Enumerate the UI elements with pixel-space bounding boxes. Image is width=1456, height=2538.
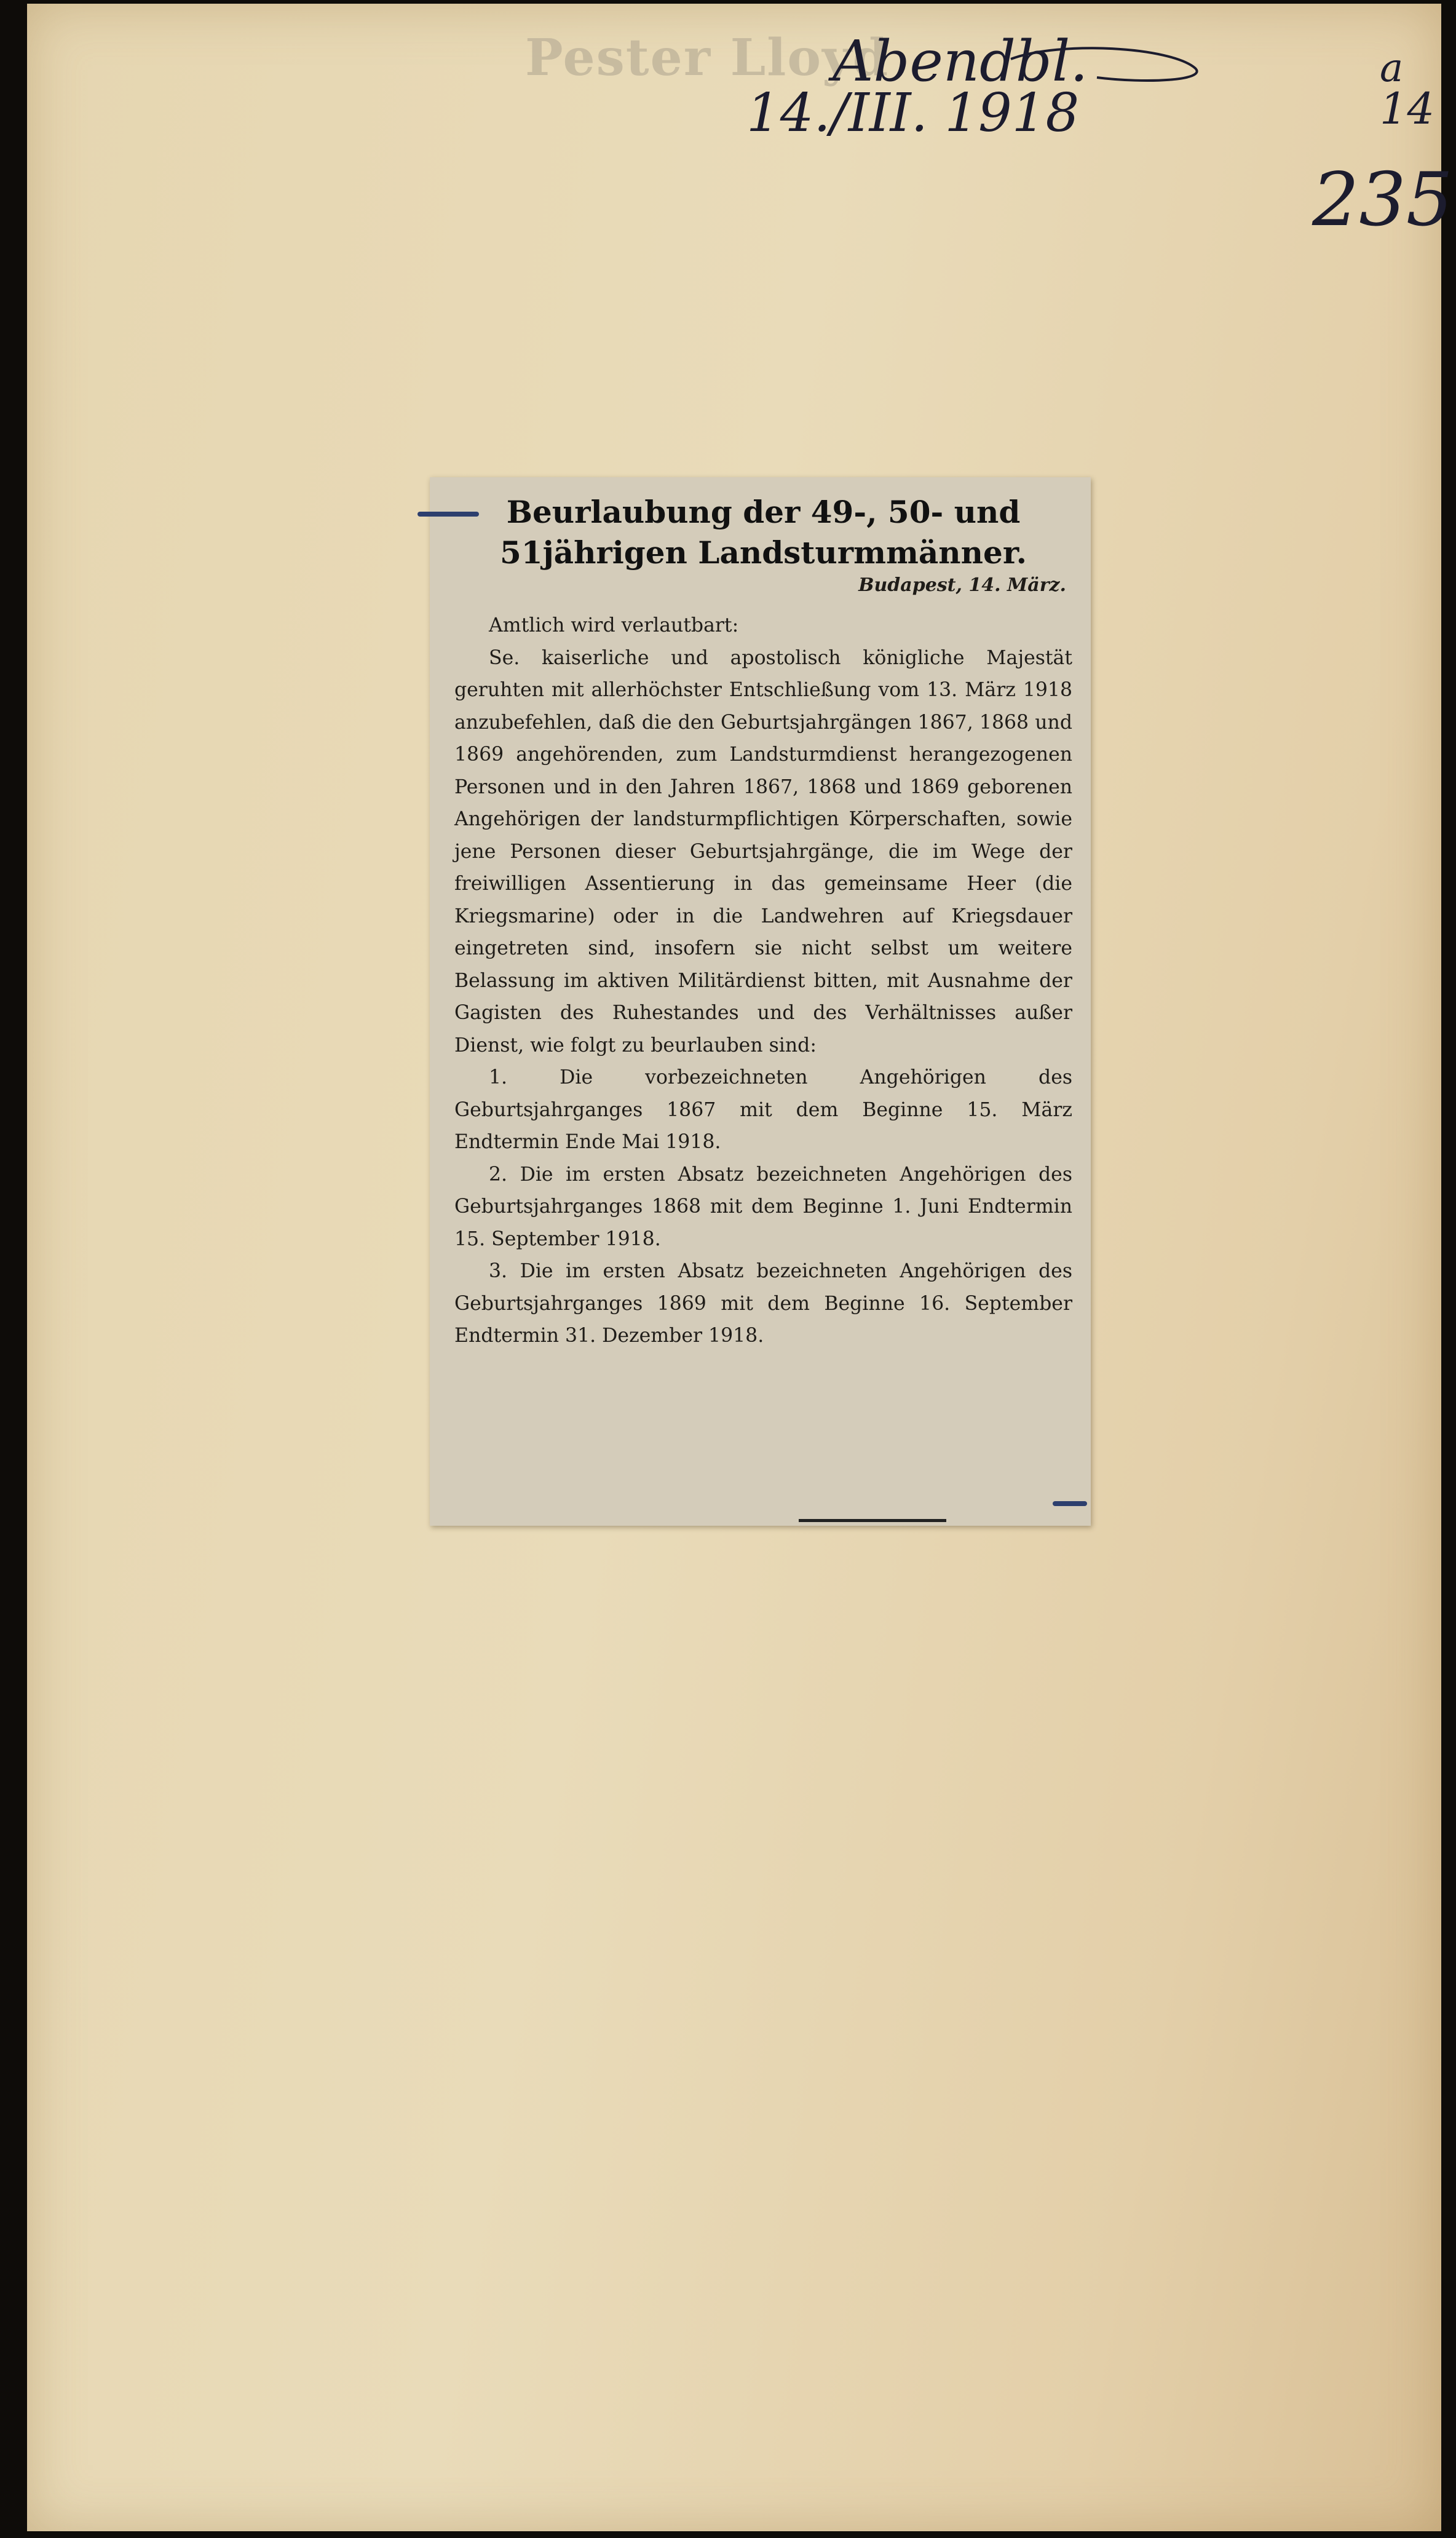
- handwritten-edition: Abendbl.: [833, 28, 1088, 94]
- article-item-2: 2. Die im ersten Absatz bezeichneten Angehörigen des Geburtsjahrganges 1868 mit dem Beginne 1. Juni Endtermin 15. September 1918.: [454, 1163, 1072, 1250]
- blue-pencil-mark-end: [1053, 1501, 1087, 1506]
- headline-line-2: 51jährigen Landsturmmänner.: [500, 534, 1027, 571]
- newspaper-clipping: [430, 477, 1091, 1526]
- article-intro: Amtlich wird verlautbart:: [489, 614, 739, 636]
- headline-line-1: Beurlaubung der 49-, 50- und: [506, 494, 1021, 530]
- handwritten-mark-a: a: [1380, 46, 1404, 91]
- handwritten-date: 14./III. 1918: [746, 82, 1080, 144]
- article-body: Se. kaiserliche und apostolisch königliche Majestät geruhten mit allerhöchster Entschließung vom 13. März 1918 anzubefehlen, daß die den Geburtsjahrgängen 1867, 1868 und 1869 angehörenden, zum Landsturmdienst herangezogenen Personen und in den Jahren 1867, 1868 und 1869 geborenen Angehörigen der landsturmpflichtigen Körperschaften, sowie jene Personen dieser Geburtsjahrgänge, die im Wege der freiwilligen Assentierung in das gemeinsame Heer (die Kriegsmarine) oder in die Landwehren auf Kriegsdauer eingetreten sind, insofern sie nicht selbst um weitere Belassung im aktiven Militärdienst bitten, mit Ausnahme der Gagisten des Ruhestandes und des Verhältnisses außer Dienst, wie folgt zu beurlauben sind:: [454, 646, 1072, 1057]
- dateline: Budapest, 14. März.: [858, 574, 1066, 596]
- archive-sheet: [27, 4, 1454, 2531]
- handwritten-mark-number: 14: [1380, 84, 1435, 134]
- clipping-end-rule: [799, 1519, 946, 1522]
- article-item-3: 3. Die im ersten Absatz bezeichneten Angehörigen des Geburtsjahrganges 1869 mit dem Beginne 16. September Endtermin 31. Dezember 1918.: [454, 1260, 1072, 1347]
- article-item-1: 1. Die vorbezeichneten Angehörigen des Geburtsjahrganges 1867 mit dem Beginne 15. März Endtermin Ende Mai 1918.: [454, 1066, 1072, 1153]
- newspaper-stamp: Pester Lloyd: [525, 28, 890, 87]
- folio-number: 235: [1312, 157, 1454, 243]
- blue-pencil-mark: [417, 512, 479, 517]
